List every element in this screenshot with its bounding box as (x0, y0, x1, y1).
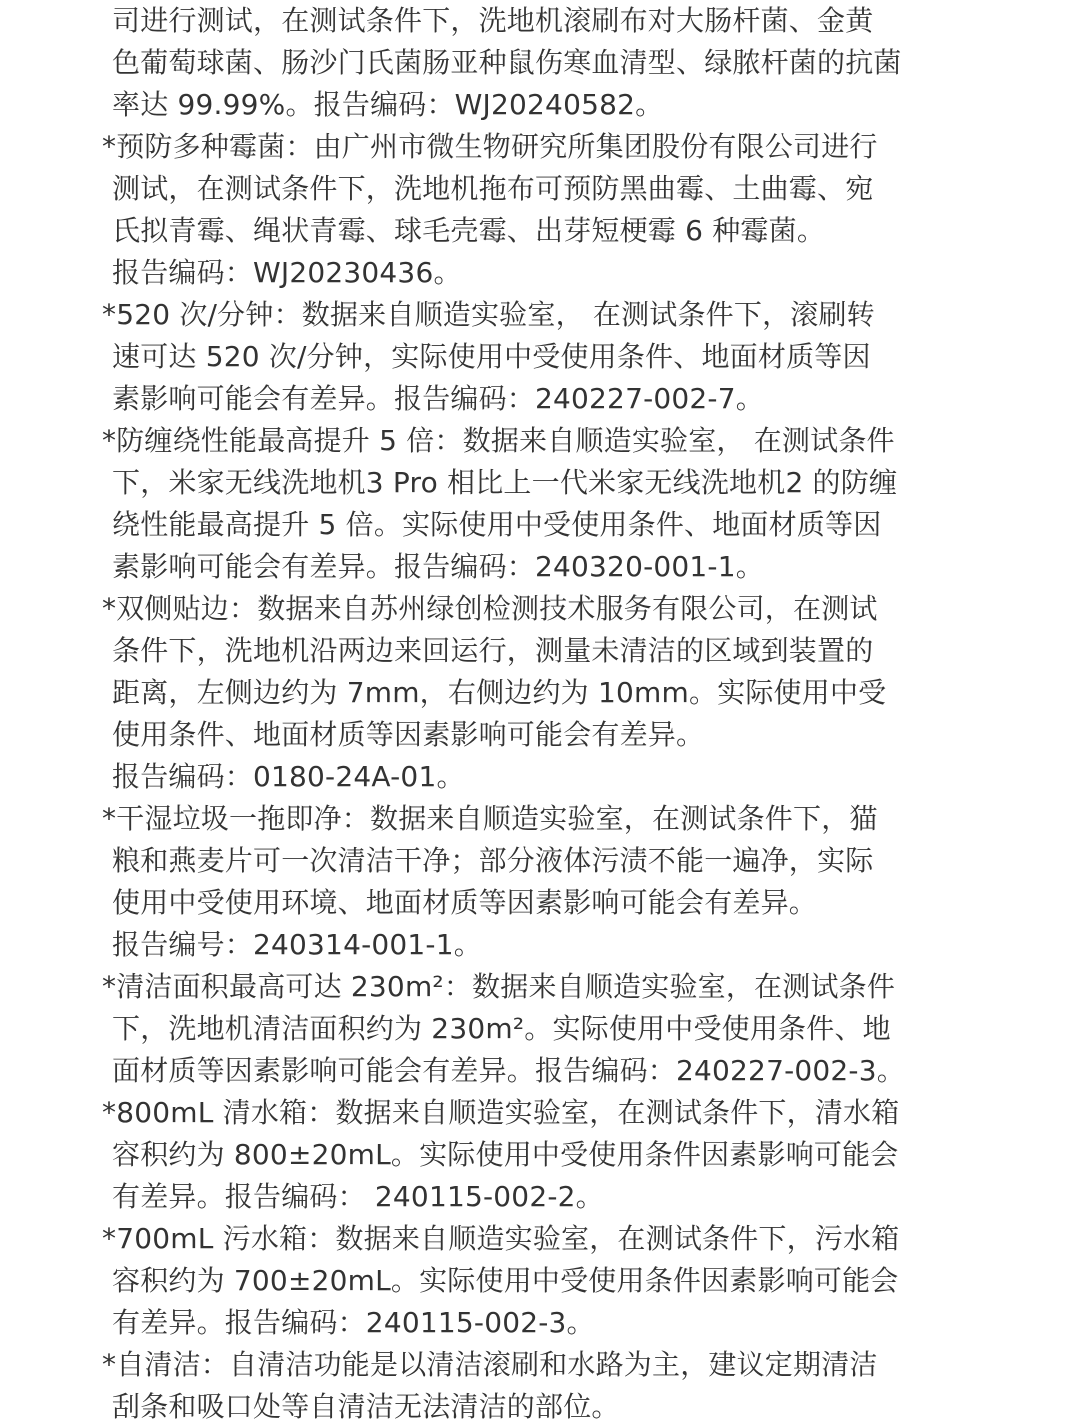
note-heading-line: *自清洁：自清洁功能是以清洁滚刷和水路为主，建议定期清洁 (102, 1348, 878, 1381)
note-heading-line: *800mL 清水箱：数据来自顺造实验室，在测试条件下，清水箱 (102, 1096, 900, 1129)
note-line: 容积约为 800±20mL。实际使用中受使用条件因素影响可能会 (112, 1138, 899, 1171)
note-line: 绕性能最高提升 5 倍。实际使用中受使用条件、地面材质等因 (112, 508, 882, 541)
note-heading-line: *双侧贴边：数据来自苏州绿创检测技术服务有限公司，在测试 (102, 592, 878, 625)
note-line: 有差异。报告编码： 240115-002-2。 (112, 1180, 604, 1213)
note-line: 速可达 520 次/分钟，实际使用中受使用条件、地面材质等因 (112, 340, 871, 373)
note-line: 容积约为 700±20mL。实际使用中受使用条件因素影响可能会 (112, 1264, 899, 1297)
note-line: 报告编码：WJ20230436。 (112, 256, 462, 289)
note-line: 报告编号：240314-001-1。 (112, 928, 482, 961)
note-line: 报告编码：0180-24A-01。 (112, 760, 465, 793)
note-heading-line: *预防多种霉菌：由广州市微生物研究所集团股份有限公司进行 (102, 130, 878, 163)
note-line: 有差异。报告编码：240115-002-3。 (112, 1306, 595, 1339)
note-line: 使用条件、地面材质等因素影响可能会有差异。 (112, 718, 705, 751)
note-line: 素影响可能会有差异。报告编码：240227-002-7。 (112, 382, 764, 415)
note-line: 距离，左侧边约为 7mm，右侧边约为 10mm。实际使用中受 (112, 676, 887, 709)
note-line: 率达 99.99%。报告编码：WJ20240582。 (112, 88, 664, 121)
note-heading-line: *520 次/分钟：数据来自顺造实验室， 在测试条件下，滚刷转 (102, 298, 875, 331)
note-line: 使用中受使用环境、地面材质等因素影响可能会有差异。 (112, 886, 818, 919)
note-heading-line: *清洁面积最高可达 230m²：数据来自顺造实验室，在测试条件 (102, 970, 896, 1003)
note-heading-line: *干湿垃圾一拖即净：数据来自顺造实验室，在测试条件下，猫 (102, 802, 878, 835)
note-line: 下，洗地机清洁面积约为 230m²。实际使用中受使用条件、地 (112, 1012, 891, 1045)
note-line: 氏拟青霉、绳状青霉、球毛壳霉、出芽短梗霉 6 种霉菌。 (112, 214, 826, 247)
note-heading-line: *防缠绕性能最高提升 5 倍：数据来自顺造实验室， 在测试条件 (102, 424, 895, 457)
note-line: 刮条和吸口处等自清洁无法清洁的部位。 (112, 1390, 620, 1423)
note-heading-line: *700mL 污水箱：数据来自顺造实验室，在测试条件下，污水箱 (102, 1222, 900, 1255)
note-line: 粮和燕麦片可一次清洁干净；部分液体污渍不能一遍净，实际 (112, 844, 874, 877)
note-line: 下，米家无线洗地机3 Pro 相比上一代米家无线洗地机2 的防缠 (112, 466, 898, 499)
note-line: 色葡萄球菌、肠沙门氏菌肠亚种鼠伤寒血清型、绿脓杆菌的抗菌 (112, 46, 902, 79)
note-line: 素影响可能会有差异。报告编码：240320-001-1。 (112, 550, 764, 583)
note-line: 条件下，洗地机沿两边来回运行，测量未清洁的区域到装置的 (112, 634, 874, 667)
note-line: 测试，在测试条件下，洗地机拖布可预防黑曲霉、土曲霉、宛 (112, 172, 874, 205)
note-line: 司进行测试，在测试条件下，洗地机滚刷布对大肠杆菌、金黄 (112, 4, 874, 37)
note-line: 面材质等因素影响可能会有差异。报告编码：240227-002-3。 (112, 1054, 905, 1087)
